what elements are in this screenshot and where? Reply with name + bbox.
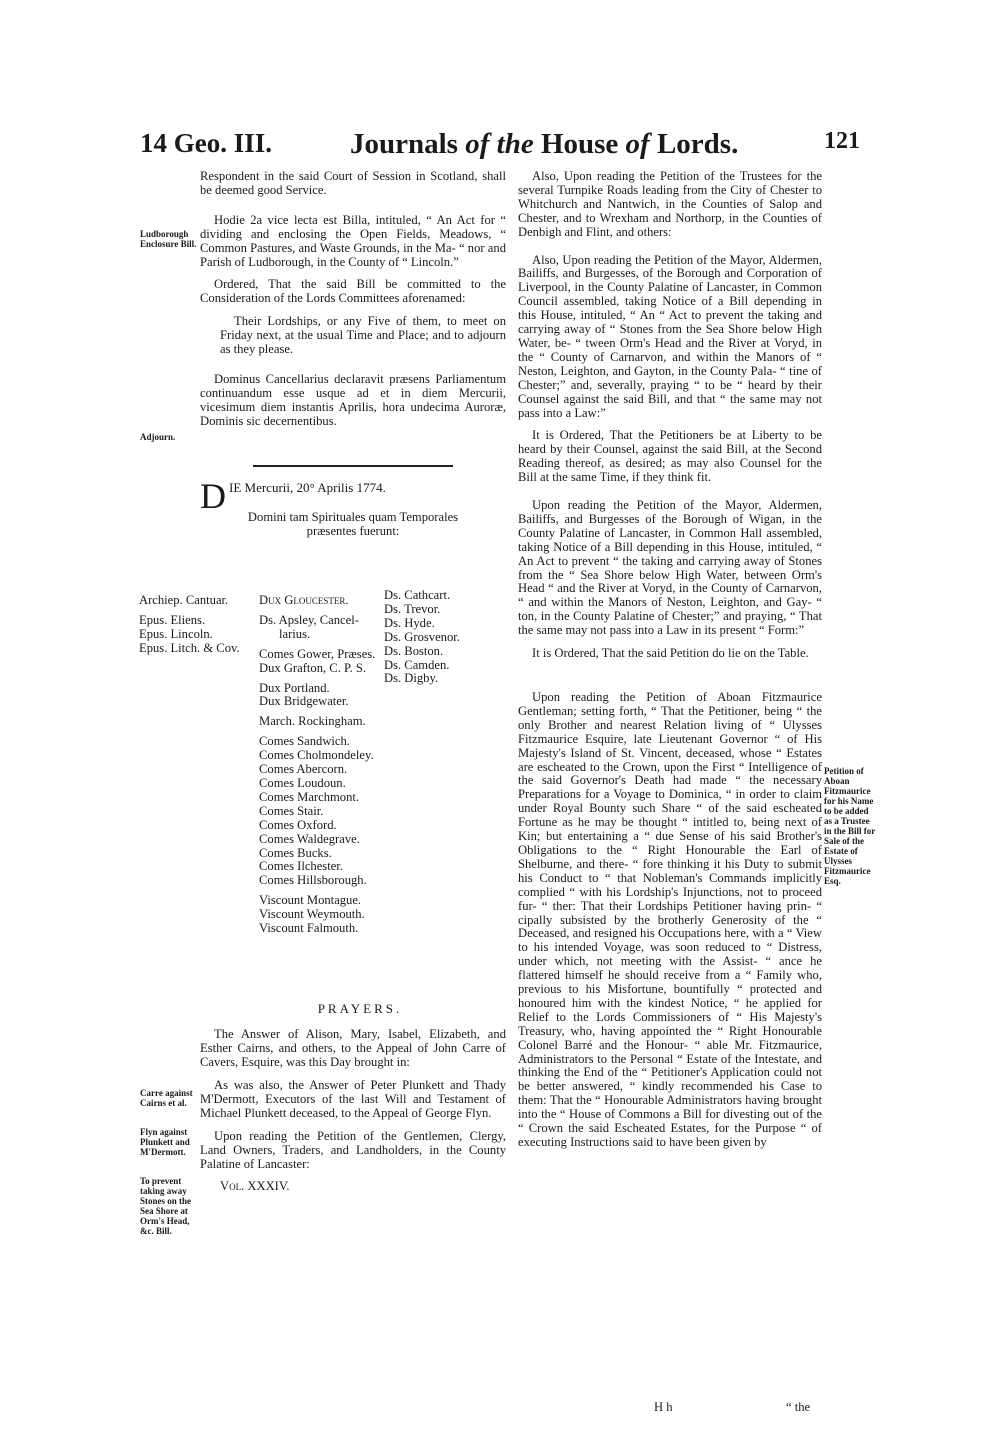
paragraph-wigan: Upon reading the Petition of the Mayor, Aldermen, Bailiffs, and Burgesses of the Borough of Wigan, in the County Palatine of Lancaster, in Common Hall assembled, taking Notice of a Bill depending in this House, intituled, “ An Act to prevent “ the taking and carrying away of Stones from the “ Sea Shore below High Water, between Orm's Head “ and the River at Voryd, in the County of Carnarvon, “ and within the Manors of Neston, Leighton, and Gay- “ ton, in the County Palatine of Chester;” and praying, “ That the same may not pass into a Law in its present “ Form:”	[518, 498, 822, 638]
paragraph-ordered: Ordered, That the said Bill be committed to the Consideration of the Lords Committees aforenamed:	[200, 277, 506, 306]
paragraph-lancaster-petition: Upon reading the Petition of the Gentlemen, Clergy, Land Owners, Traders, and Landholders, in the County Palatine of Lancaster:	[200, 1128, 506, 1171]
attendance-col-3: Ds. Cathcart. Ds. Trevor. Ds. Hyde. Ds. Grosvenor. Ds. Boston. Ds. Camden. Ds. Digby.	[384, 588, 460, 686]
paragraph-adjourn: Dominus Cancellarius declaravit præsens Parliamentum continuandum esse usque ad et in diem Mercurii, vicesimum diem instantis Aprilis, hora undecima Auroræ, Dominis sic decernentibus.	[200, 371, 506, 428]
paragraph-lie-on-table: It is Ordered, That the said Petition do lie on the Table.	[532, 646, 809, 661]
catchword: “ the	[786, 1400, 811, 1414]
paragraph-flyn: As was also, the Answer of Peter Plunkett and Thady M'Dermott, Executors of the last Will and Testament of Michael Plunkett deceased, to the Appeal of George Flyn.	[200, 1078, 506, 1120]
page-header	[140, 128, 860, 168]
present-heading: Domini tam Spirituales quam Temporales præsentes fuerunt:	[247, 509, 459, 538]
prayers-heading: PRAYERS.	[317, 1001, 403, 1017]
page-number: 121	[824, 128, 860, 154]
journal-title: Journals of the House of Lords.	[350, 128, 739, 160]
paragraph-lordships: Their Lordships, or any Five of them, to meet on Friday next, at the usual Time and Place; and to adjourn as they please.	[220, 314, 506, 357]
margin-note-flyn: Flyn against Plunkett and M'Dermott.	[140, 1127, 190, 1157]
paragraph-ludborough-bill: Hodie 2a vice lecta est Billa, intituled, “ An Act for “ dividing and enclosing the Open Fields, Meadows, “ Common Pastures, and Waste Grounds, in the Ma- “ nor and Parish of Ludborough, in the County of “ Lincoln.”	[200, 212, 506, 269]
margin-note-carre: Carre against Cairns et al.	[140, 1088, 193, 1108]
volume-signature: Vol. XXXIV.	[220, 1179, 290, 1194]
margin-note-stones: To prevent taking away Stones on the Sea Shore at Orm's Head, &c. Bill.	[140, 1176, 192, 1236]
paragraph-turnpike: Also, Upon reading the Petition of the Trustees for the several Turnpike Roads leading from the City of Chester to Whitchurch and Nantwich, in the Counties of Salop and Chester, and to Wrexham and Northorp, in the Counties of Denbigh and Flint, and others:	[518, 169, 822, 239]
attendance-col-2: Dux Gloucester. Ds. Apsley, Cancel- larius. Comes Gower, Præses. Dux Grafton, C. P. S. Dux Portland. Dux Bridgewater. March. Rockingham. Comes Sandwich. Comes Cholmondeley. Comes Abercorn. Comes Loudoun. Comes Marchmont. Comes Stair. Comes Oxford. Comes Waldegrave. Comes Bucks. Comes Ilchester. Comes Hillsborough. Viscount Montague. Viscount Weymouth. Viscount Falmouth.	[259, 593, 376, 936]
date-dropcap: D	[200, 475, 226, 516]
regnal-year: 14 Geo. III.	[140, 128, 273, 158]
paragraph-ordered-counsel: It is Ordered, That the Petitioners be at Liberty to be heard by their Counsel, against the said Bill, at the Second Reading thereof, as desired; as may also Counsel for the Bill at the same Time, if they think fit.	[518, 428, 822, 485]
section-divider	[253, 465, 453, 467]
margin-note-ludborough: Ludborough Enclosure Bill.	[140, 229, 197, 249]
paragraph-fitzmaurice: Upon reading the Petition of Aboan Fitzmaurice Gentleman; setting forth, “ That the Petitioner, being “ the only Brother and nearest Relation living of “ Ulysses Fitzmaurice Esquire, late Lieutenant Governor “ of His Majesty's Island of St. Vincent, deceased, whose “ Estates are escheated to the Crown, upon the First “ Intelligence of the said Governor's Death had made “ the necessary Preparations for a Voyage to Dominica, “ in order to claim under Royal Bounty such Share “ of the said escheated Fortune as he may be thought “ intitled to, being next of Kin; but entertaining a “ due Sense of his said Brother's Obligations to the “ Right Honourable the Earl of Shelburne, and there- “ fore thinking it his Duty to submit his Conduct to “ that Nobleman's Commands implicitly complied “ with his Lordship's Injunctions, not to proceed fur- “ ther: That their Lordships Petitioner having prin- “ cipally subsisted by the brotherly Generosity of the “ Deceased, and resigned his Occupations here, with a “ View to his intended Voyage, was soon reduced to “ Distress, under which, not meeting with the Assist- “ ance he flattered himself he should receive from a “ Family who, previous to his Misfortune, bountifully “ protected and honoured him with the kindest Notice, “ he applied for Relief to the Lords Commissioners of “ His Majesty's Treasury, who, having appointed the “ Right Honourable Colonel Barré and the Honour- “ able Mr. Fitzmaurice, Administrators to the Personal “ Estate of the Intestate, and thinking the End of the “ Petitioner's Application could not be better answered, “ kindly recommended his Case to them: That the “ Honourable Administrators having brought into the “ House of Commons a Bill for divesting out of the “ Crown the said Escheated Estates, for the Purpose “ of executing Instructions said to have been given by	[518, 690, 822, 1149]
paragraph-service: Respondent in the said Court of Session in Scotland, shall be deemed good Service.	[200, 169, 506, 197]
signature-mark: H h	[654, 1400, 673, 1414]
margin-note-fitzmaurice: Petition of Aboan Fitzmaurice for his Name to be added as a Trustee in the Bill for Sale of the Estate of Ulysses Fitzmaurice Esq.	[824, 766, 876, 886]
right-column	[518, 170, 822, 1159]
sitting-date: D IE Mercurii, 20° Aprilis 1774.	[200, 475, 386, 516]
margin-note-adjourn: Adjourn.	[140, 432, 176, 442]
paragraph-carre: The Answer of Alison, Mary, Isabel, Elizabeth, and Esther Cairns, and others, to the Appeal of John Carre of Cavers, Esquire, was this Day brought in:	[200, 1027, 506, 1070]
attendance-col-1: Archiep. Cantuar. Epus. Eliens. Epus. Lincoln. Epus. Litch. & Cov.	[139, 593, 240, 655]
paragraph-liverpool: Also, Upon reading the Petition of the Mayor, Aldermen, Bailiffs, and Burgesses, of the Borough and Corporation of Liverpool, in the County Palatine of Lancaster, in Common Council assembled, taking Notice of a Bill depending in this House, intituled, “ An “ Act to prevent the taking and carrying away of “ Stones from the Sea Shore below High Water, be- “ tween Orm's Head and the River at Voryd, in the “ County of Carnarvon, and within the Manors of “ Neston, Leighton, and Gayton, in the County Pala- “ tine of Chester;” and, severally, praying “ to be “ heard by their Counsel against the said Bill, and that “ the same may not pass into a Law:”	[518, 252, 822, 420]
